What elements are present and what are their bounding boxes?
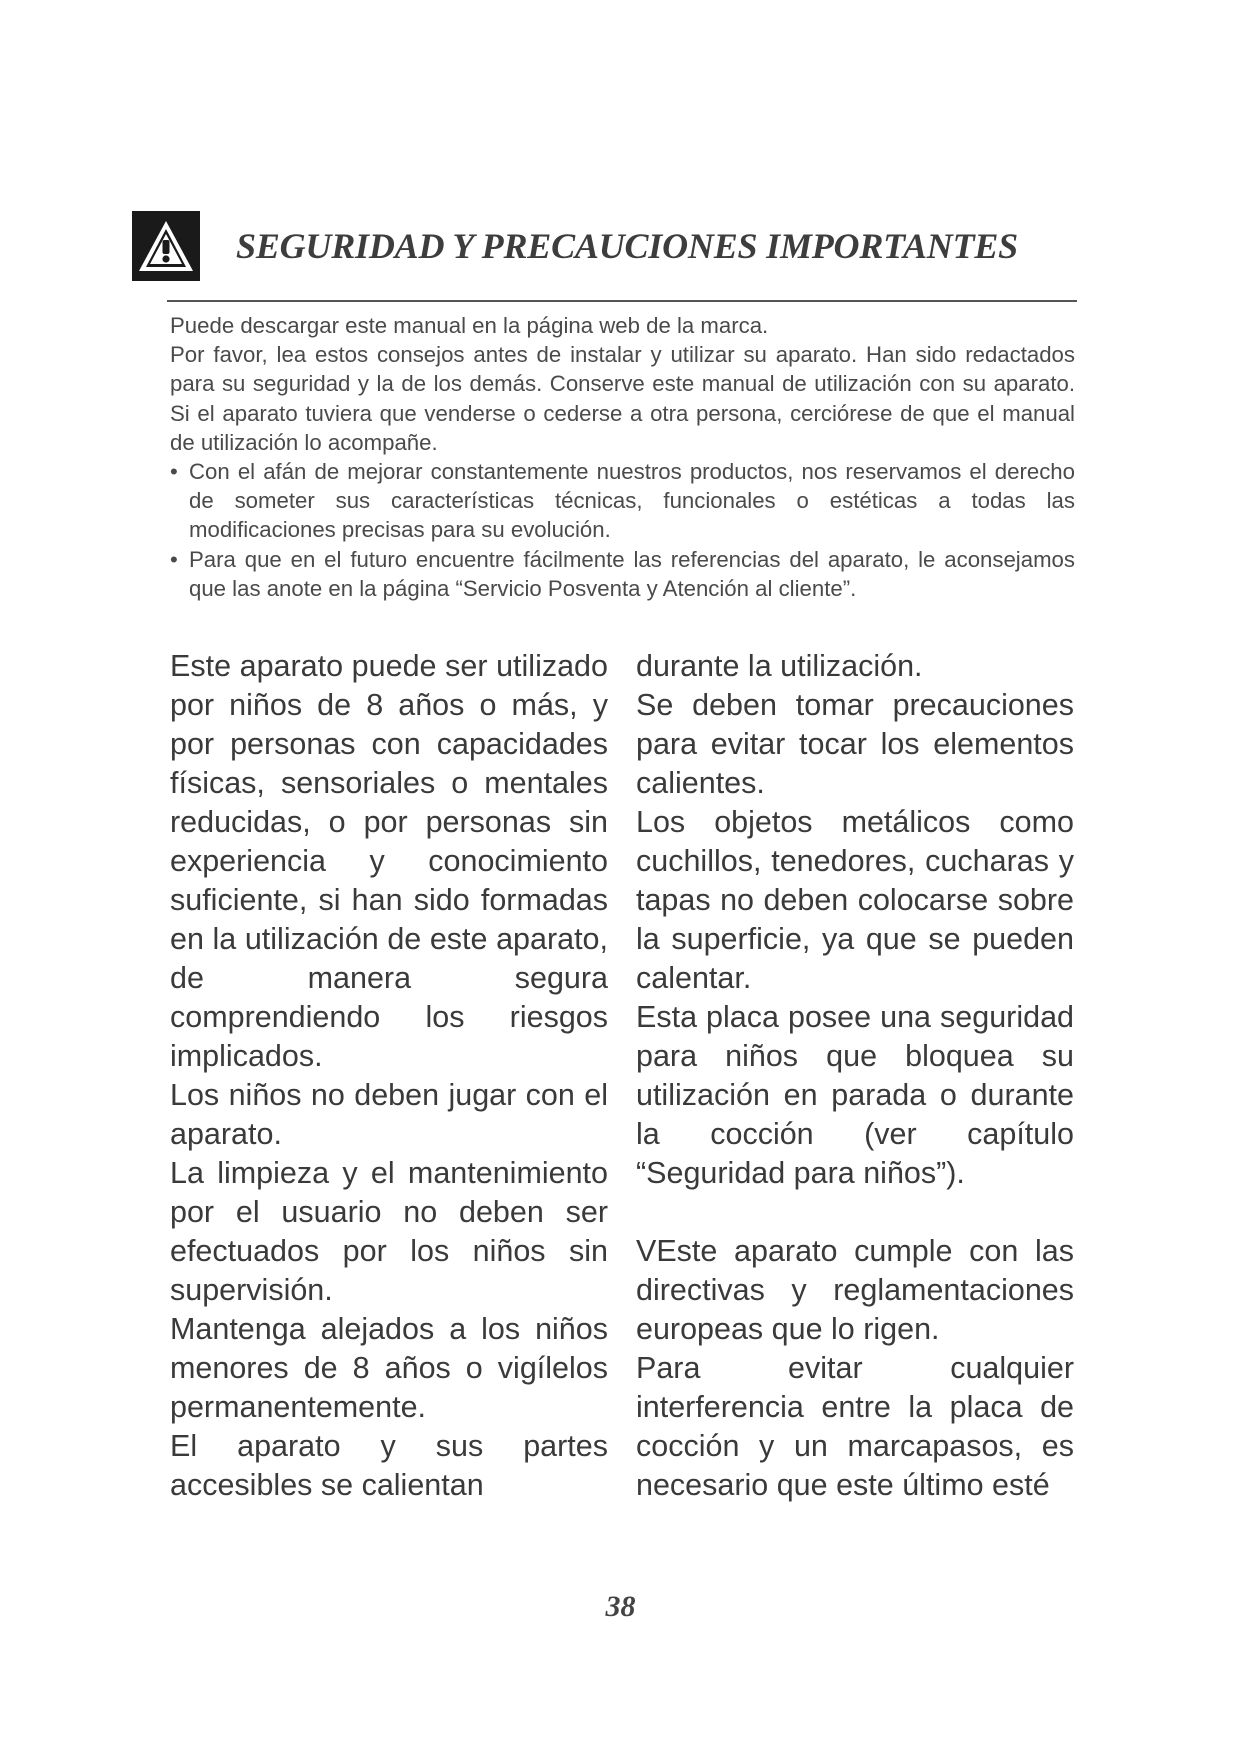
bullet-item [170,457,1075,545]
intro-bullet-list [170,457,1075,603]
paragraph-compliance: VEste aparato cumple con las directivas y reglamentaciones europeas que lo rigen. [636,1234,1074,1346]
bullet-text: Con el afán de mejorar constantemente nuestros productos, nos reservamos el derecho de someter sus características técnicas, funcionales o estéticas a todas las modificaciones precisas para su evolución. [189,459,1075,543]
bullet-item [170,545,1075,603]
section-header [132,211,1082,281]
paragraph-usage-ages: Este aparato puede ser utilizado por niños de 8 años o más, y por personas con capacidades físicas, sensoriales o mentales reducidas, o por personas sin experiencia y conocimiento suficiente, si han sido formadas en la utilización de este aparato, de manera segura comprendiendo los riesgos implicados. [170,649,608,1073]
bullet-icon: • [170,546,178,572]
intro-section [170,311,1075,603]
paragraph-metal-objects: Los objetos metálicos como cuchillos, tenedores, cucharas y tapas no deben colocarse sobre la superficie, ya que se pueden calentar. [636,805,1074,995]
paragraph-cleaning: La limpieza y el mantenimiento por el usuario no deben ser efectuados por los niños sin supervisión. [170,1156,608,1307]
title-divider [167,300,1077,302]
paragraph-child-lock: Esta placa posee una seguridad para niños que bloquea su utilización en parada o durante la cocción (ver capítulo “Seguridad para niños”). [636,1000,1074,1190]
paragraph-during-use: durante la utilización. [636,649,923,683]
right-column [636,647,1074,1505]
bullet-text: Para que en el futuro encuentre fácilmente las referencias del aparato, le aconsejamos que las anote en la página “Servicio Posventa y Atención al cliente”. [189,546,1075,601]
paragraph-keep-away: Mantenga alejados a los niños menores de 8 años o vigílelos permanentemente. [170,1312,608,1424]
warning-triangle-icon [132,211,200,281]
paragraph-pacemaker: Para evitar cualquier interferencia entre la placa de cocción y un marcapasos, es necesario que este último esté [636,1351,1074,1502]
paragraph-no-play: Los niños no deben jugar con el aparato. [170,1078,608,1151]
paragraph-precautions: Se deben tomar precauciones para evitar tocar los elementos calientes. [636,688,1074,800]
left-column [170,647,608,1505]
paragraph-hot-parts: El aparato y sus partes accesibles se calientan [170,1429,608,1502]
page-number: 38 [605,1590,636,1623]
bullet-icon: • [170,459,178,485]
download-note: Puede descargar este manual en la página web de la marca. [170,313,769,338]
page-title: SEGURIDAD Y PRECAUCIONES IMPORTANTES [236,226,1019,266]
advice-paragraph: Por favor, lea estos consejos antes de instalar y utilizar su aparato. Han sido redactados para su seguridad y la de los demás. Conserve este manual de utilización con su aparato. Si el aparato tuviera que venderse o cederse a otra persona, cerciórese de que el manual de utilización lo acompañe. [170,342,1075,455]
